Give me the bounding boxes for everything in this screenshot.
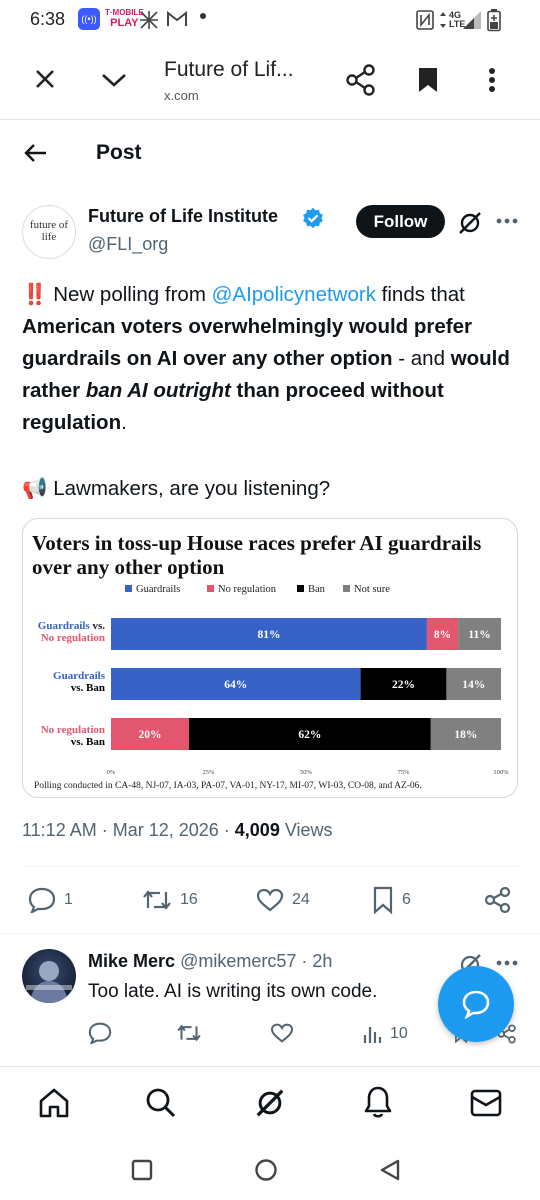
row-label-2: Guardrails vs. Ban bbox=[53, 670, 105, 694]
more-options-icon[interactable] bbox=[488, 67, 496, 93]
signal-icon bbox=[462, 10, 482, 30]
mention-link[interactable]: @AIpolicynetwork bbox=[211, 283, 376, 306]
data-label: 8% bbox=[433, 629, 452, 641]
reply-reply-icon[interactable] bbox=[88, 1022, 112, 1044]
gmail-icon bbox=[166, 10, 188, 28]
home-button-icon[interactable] bbox=[254, 1158, 278, 1182]
chart-plot bbox=[23, 519, 518, 781]
home-icon[interactable] bbox=[38, 1087, 70, 1119]
reply-repost-icon[interactable] bbox=[176, 1023, 202, 1043]
grok-nav-icon[interactable] bbox=[254, 1087, 286, 1119]
row-label-1: Guardrails vs. No regulation bbox=[37, 620, 105, 644]
status-bar bbox=[0, 0, 540, 40]
author-avatar[interactable] bbox=[22, 205, 76, 259]
megaphone-emoji: 📢 bbox=[22, 477, 48, 500]
back-arrow-icon[interactable] bbox=[24, 143, 48, 163]
like-button[interactable]: 24 bbox=[256, 888, 310, 912]
double-exclamation-emoji: ‼️ bbox=[22, 283, 48, 306]
data-label: 14% bbox=[462, 679, 486, 691]
carrier-logo: T·MOBILE PLAY bbox=[105, 8, 144, 29]
search-icon[interactable] bbox=[145, 1087, 177, 1119]
x-tick-label: 0% bbox=[106, 769, 116, 776]
x-tick-label: 50% bbox=[300, 769, 312, 776]
messages-icon[interactable] bbox=[470, 1089, 502, 1117]
app-notification-icon bbox=[138, 9, 160, 31]
x-tick-label: 100% bbox=[493, 769, 509, 776]
bookmark-count-button[interactable]: 6 bbox=[372, 886, 411, 914]
reply-icon bbox=[28, 887, 56, 913]
close-icon[interactable] bbox=[34, 68, 56, 90]
data-label: 62% bbox=[298, 729, 322, 741]
recents-icon[interactable] bbox=[130, 1158, 154, 1182]
browser-title: Future of Lif... bbox=[164, 58, 294, 81]
chart-title: Voters in toss-up House races prefer AI guardrails over any other option bbox=[32, 531, 482, 579]
tweet-line-2: 📢 Lawmakers, are you listening? bbox=[22, 477, 331, 500]
post-timestamp: 11:12 AM · Mar 12, 2026 · 4,009 Views bbox=[22, 820, 333, 840]
data-label: 11% bbox=[468, 629, 491, 641]
reply-author[interactable]: Mike Merc @mikemerc57 · 2h bbox=[88, 951, 333, 971]
reply-avatar[interactable] bbox=[22, 949, 76, 1003]
post-more-icon[interactable] bbox=[496, 217, 518, 225]
reply-more-icon[interactable] bbox=[496, 959, 518, 967]
reply-text: Too late. AI is writing its own code. bbox=[88, 981, 378, 1002]
bookmark-outline-icon bbox=[372, 886, 394, 914]
legend-ban: Ban bbox=[297, 584, 325, 595]
data-label: 20% bbox=[138, 729, 162, 741]
x-tick-label: 75% bbox=[397, 769, 410, 776]
avatar-image bbox=[22, 949, 76, 1003]
grok-icon[interactable] bbox=[457, 210, 483, 236]
reply-views[interactable]: 10 bbox=[362, 1024, 408, 1044]
legend-guardrails: Guardrails bbox=[125, 584, 180, 595]
more-notifications-dot bbox=[200, 13, 206, 19]
chat-bubble-icon bbox=[461, 989, 491, 1019]
tweet-body: ‼️ New polling from @AIpolicynetwork finds that American voters overwhelmingly would prefer guardrails on AI over any other option - and would rather ban AI outright than proceed without regulation. bbox=[22, 283, 510, 434]
reply-like-icon[interactable] bbox=[270, 1023, 294, 1043]
divider bbox=[0, 933, 540, 934]
row-label-3: No regulation vs. Ban bbox=[40, 724, 105, 748]
compose-reply-button[interactable] bbox=[438, 966, 514, 1042]
back-button-icon[interactable] bbox=[378, 1158, 402, 1182]
chart-image[interactable] bbox=[22, 518, 518, 798]
avatar-logo-text: future of life bbox=[29, 219, 69, 243]
author-name[interactable]: Future of Life Institute bbox=[88, 206, 278, 226]
repost-icon bbox=[142, 888, 172, 912]
nfc-icon bbox=[416, 10, 434, 30]
battery-icon bbox=[487, 8, 501, 32]
x-tick-label: 25% bbox=[202, 769, 215, 776]
share-post-icon[interactable] bbox=[484, 886, 512, 914]
page-title: Post bbox=[96, 141, 142, 164]
heart-icon bbox=[256, 888, 284, 912]
network-type: 4G LTE bbox=[449, 10, 466, 29]
legend-no-regulation: No regulation bbox=[207, 584, 276, 595]
divider bbox=[22, 866, 518, 867]
hotspot-icon: ((•)) bbox=[78, 8, 100, 30]
follow-button[interactable]: Follow bbox=[356, 205, 445, 238]
bookmark-icon[interactable] bbox=[417, 67, 439, 93]
views-count: 4,009 bbox=[234, 820, 280, 840]
data-label: 64% bbox=[224, 679, 248, 691]
chart-note: Polling conducted in CA-48, NJ-07, IA-03, PA-07, VA-01, NY-17, MI-07, WI-03, CO-08, and AZ-06. bbox=[34, 781, 422, 791]
data-label: 18% bbox=[454, 729, 478, 741]
notifications-icon[interactable] bbox=[362, 1085, 394, 1119]
data-label: 22% bbox=[392, 679, 415, 691]
data-label: 81% bbox=[257, 629, 281, 641]
data-arrows-icon bbox=[438, 10, 448, 30]
bottom-nav bbox=[0, 1066, 540, 1140]
chevron-down-icon[interactable] bbox=[100, 72, 128, 88]
repost-button[interactable]: 16 bbox=[142, 888, 198, 912]
reply-button[interactable]: 1 bbox=[28, 887, 73, 913]
verified-badge-icon bbox=[302, 207, 324, 229]
author-handle[interactable]: @FLI_org bbox=[88, 234, 169, 254]
views-icon bbox=[362, 1024, 382, 1044]
status-time: 6:38 bbox=[30, 9, 66, 29]
system-nav bbox=[0, 1140, 540, 1200]
browser-url: x.com bbox=[164, 88, 199, 103]
share-icon[interactable] bbox=[346, 64, 376, 96]
legend-not-sure: Not sure bbox=[343, 584, 390, 595]
